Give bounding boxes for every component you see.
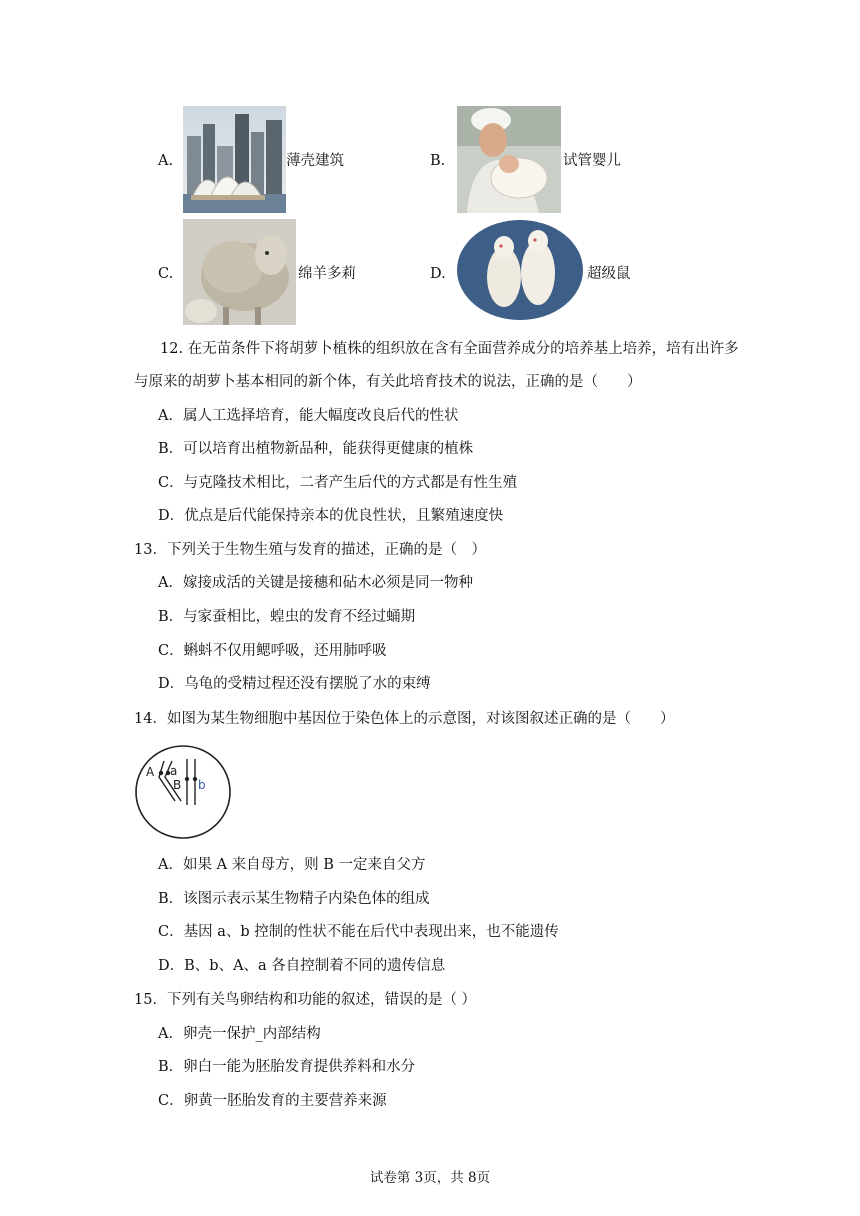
chromosome-diagram [133, 743, 237, 841]
mice-photo [456, 219, 584, 322]
q11-option-a-letter: A. [158, 153, 174, 169]
q14-option-a: A．如果 A 来自母方，则 B 一定来自父方 [158, 857, 426, 873]
q12-option-d: D．优点是后代能保持亲本的优良性状，且繁殖速度快 [158, 508, 504, 524]
q13-option-d: D．乌龟的受精过程还没有摆脱了水的束缚 [158, 676, 431, 692]
q11-option-d-label: 超级鼠 [587, 266, 631, 282]
q13-option-a: A．嫁接成活的关键是接穗和砧木必须是同一物种 [158, 575, 473, 591]
q12-option-b: B．可以培育出植物新品种，能获得更健康的植株 [158, 441, 474, 457]
q12-stem-line2: 与原来的胡萝卜基本相同的新个体，有关此培育技术的说法，正确的是（ ） [134, 374, 642, 390]
q13-stem: 13．下列关于生物生殖与发育的描述，正确的是（ ） [134, 542, 486, 558]
q13-option-b: B．与家蚕相比，蝗虫的发育不经过蛹期 [158, 609, 416, 625]
q14-option-c: C．基因 a、b 控制的性状不能在后代中表现出来，也不能遗传 [158, 924, 559, 940]
q14-option-b: B．该图示表示某生物精子内染色体的组成 [158, 891, 430, 907]
q11-option-a-label: 薄壳建筑 [286, 153, 344, 169]
q15-stem: 15．下列有关鸟卵结构和功能的叙述，错误的是（ ） [134, 992, 477, 1008]
q15-option-b: B．卵白一能为胚胎发育提供养料和水分 [158, 1059, 416, 1075]
q11-option-b-label: 试管婴儿 [563, 153, 621, 169]
q15-option-a: A．卵壳一保护_内部结构 [158, 1026, 321, 1042]
q12-option-c: C．与克隆技术相比，二者产生后代的方式都是有性生殖 [158, 475, 518, 491]
gene-label-A: A [146, 765, 155, 779]
gene-label-B: B [173, 778, 182, 792]
mother-holding-baby-photo [457, 106, 561, 213]
q14-option-d: D．B、b、A、a 各自控制着不同的遗传信息 [158, 958, 446, 974]
gene-label-a: a [170, 764, 178, 778]
q11-option-b-letter: B. [430, 153, 446, 169]
page-footer: 试卷第 3页，共 8页 [369, 1170, 491, 1186]
sheep-photo [183, 219, 296, 325]
q11-option-c-label: 绵羊多莉 [298, 266, 356, 282]
opera-house-photo [183, 106, 286, 213]
q11-option-c-letter: C. [158, 266, 174, 282]
q12-stem-line1: 12. 在无苗条件下将胡萝卜植株的组织放在含有全面营养成分的培养基上培养，培有出许多 [160, 341, 739, 357]
gene-label-b: b [198, 778, 206, 792]
q11-option-d-letter: D. [430, 266, 446, 282]
q12-option-a: A．属人工选择培育，能大幅度改良后代的性状 [158, 408, 459, 424]
q13-option-c: C．蝌蚪不仅用鳃呼吸，还用肺呼吸 [158, 643, 387, 659]
q15-option-c: C．卵黄一胚胎发育的主要营养来源 [158, 1093, 387, 1109]
q14-stem: 14．如图为某生物细胞中基因位于染色体上的示意图，对该图叙述正确的是（ ） [134, 711, 675, 727]
